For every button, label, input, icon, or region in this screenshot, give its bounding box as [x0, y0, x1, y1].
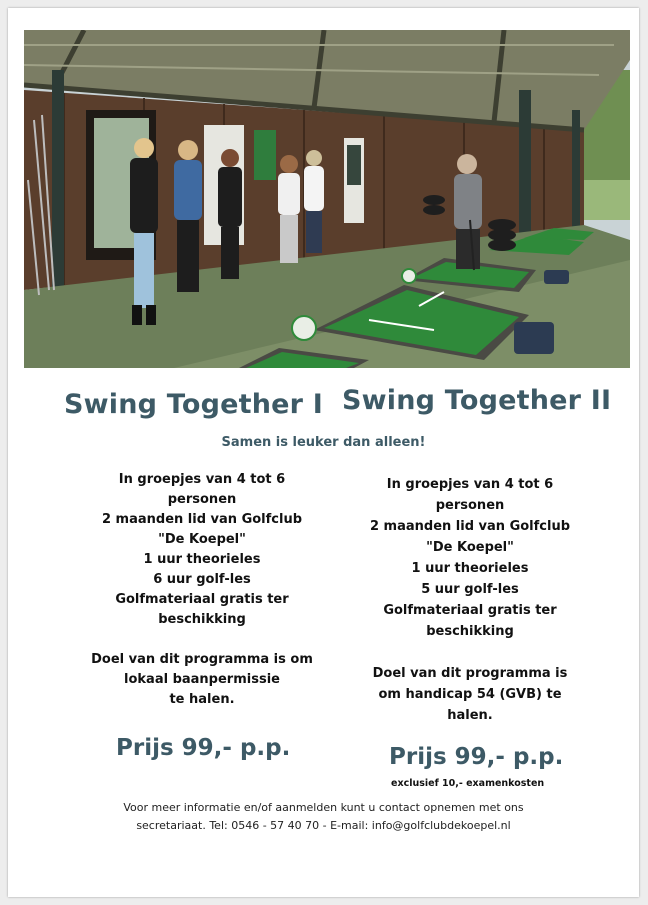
contact-info	[8, 799, 639, 835]
offer-1-goal	[86, 650, 318, 710]
tagline: Samen is leuker dan alleen!	[221, 435, 426, 450]
offer-2-line: Golfmateriaal gratis ter	[383, 603, 557, 618]
offer-1-line: personen	[167, 492, 237, 507]
offer-2-line: In groepjes van 4 tot 6	[386, 477, 554, 492]
offer-2-goal-line: halen.	[447, 708, 493, 723]
offer-2-line: personen	[435, 498, 505, 513]
offer-1-line: beschikking	[158, 612, 246, 627]
offer-2-goal	[354, 663, 586, 726]
offer-1-details	[86, 470, 318, 710]
contact-line-1: Voor meer informatie en/of aanmelden kunt u contact opnemen met ons	[123, 801, 524, 814]
offer-1-goal-line: te halen.	[169, 692, 235, 707]
offer-1-line: 1 uur theorieles	[143, 552, 261, 567]
contact-line-2: secretariaat. Tel: 0546 - 57 40 70 - E-mail: info@golfclubdekoepel.nl	[136, 819, 511, 832]
offer-1-line: Golfmateriaal gratis ter	[115, 592, 289, 607]
offer-2-exam-note: exclusief 10,- examenkosten	[391, 778, 545, 789]
offer-2-line: "De Koepel"	[426, 540, 514, 555]
offer-2-line: 2 maanden lid van Golfclub	[369, 519, 571, 534]
offer-1-price: Prijs 99,- p.p.	[116, 735, 291, 761]
golf-practice-photo-icon	[24, 30, 630, 368]
offer-2-line: 5 uur golf-les	[421, 582, 519, 597]
flyer-page	[8, 8, 639, 897]
offer-1-goal-line: Doel van dit programma is om	[91, 652, 313, 667]
offer-2-price: Prijs 99,- p.p.	[389, 744, 564, 770]
offer-2-goal-line: om handicap 54 (GVB) te	[378, 687, 562, 702]
offer-1-goal-line: lokaal baanpermissie	[124, 672, 280, 687]
offer-2-details	[354, 474, 586, 726]
offer-2-goal-line: Doel van dit programma is	[372, 666, 568, 681]
offer-2-line: 1 uur theorieles	[411, 561, 529, 576]
offer-1-line: 6 uur golf-les	[153, 572, 251, 587]
golf-practice-photo	[24, 30, 630, 368]
offer-1-line: 2 maanden lid van Golfclub	[101, 512, 303, 527]
offer-2-line: beschikking	[426, 624, 514, 639]
offer-2-title: Swing Together II	[342, 385, 612, 416]
offer-1-line: In groepjes van 4 tot 6	[118, 472, 286, 487]
offer-1-line: "De Koepel"	[158, 532, 246, 547]
offer-1-title: Swing Together I	[64, 389, 324, 420]
